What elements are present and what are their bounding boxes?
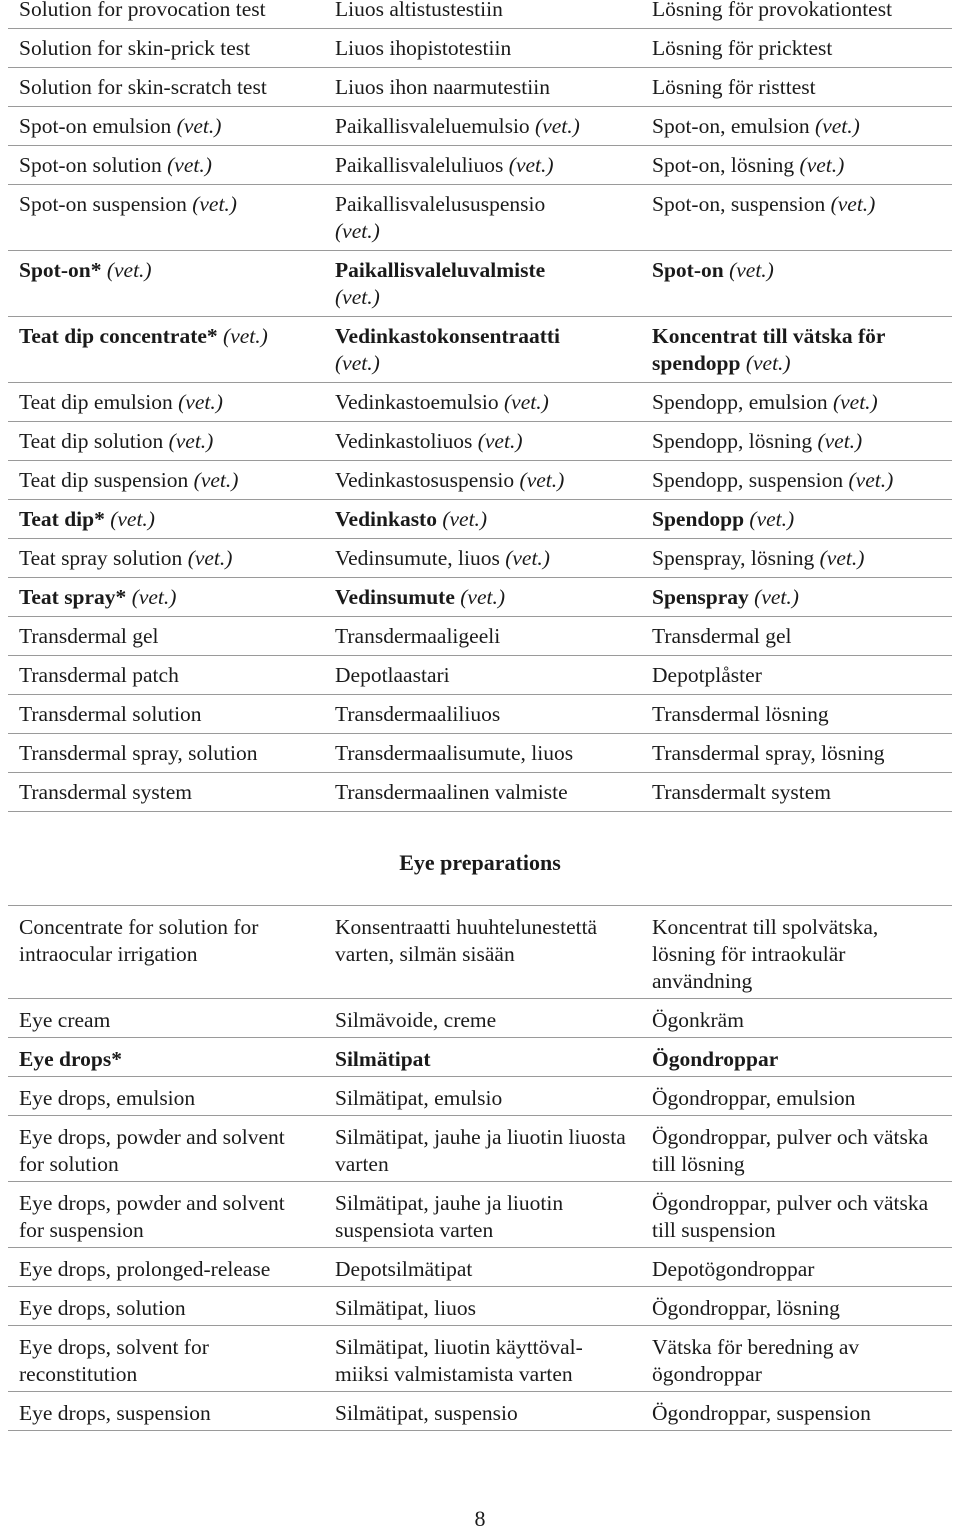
term-en-text: Eye drops, solvent for reconstitution bbox=[19, 1335, 209, 1386]
term-sv bbox=[641, 578, 952, 617]
term-en-text: Solution for skin-scratch test bbox=[19, 75, 267, 99]
term-en bbox=[8, 68, 324, 107]
term-en bbox=[8, 578, 324, 617]
term-en-text: Teat dip* bbox=[19, 507, 105, 531]
vet-marker: (vet.) bbox=[843, 468, 894, 492]
term-sv-text: Ögondroppar, suspension bbox=[652, 1401, 871, 1425]
terms-table-eye bbox=[8, 905, 952, 1431]
term-sv-text: Spot-on, lösning bbox=[652, 153, 795, 177]
vet-marker: (vet.) bbox=[740, 351, 791, 375]
term-fi-text: Silmätipat, suspensio bbox=[335, 1401, 518, 1425]
term-en bbox=[8, 1116, 324, 1182]
vet-marker: (vet.) bbox=[436, 507, 488, 531]
term-sv bbox=[641, 461, 952, 500]
term-fi bbox=[324, 906, 641, 999]
term-fi bbox=[324, 383, 641, 422]
term-sv-text: Depotögondroppar bbox=[652, 1257, 815, 1281]
vet-marker: (vet.) bbox=[182, 546, 233, 570]
term-sv bbox=[641, 539, 952, 578]
term-fi bbox=[324, 500, 641, 539]
term-sv-text: Ögondroppar, pulver och vätska till lösning bbox=[652, 1125, 929, 1176]
term-fi-text: Paikallisvaleluliuos bbox=[335, 153, 504, 177]
term-sv bbox=[641, 695, 952, 734]
term-fi bbox=[324, 1287, 641, 1326]
term-sv bbox=[641, 500, 952, 539]
term-sv bbox=[641, 1392, 952, 1431]
term-fi-text: Paikallisvaleluvalmiste bbox=[335, 258, 546, 282]
term-fi bbox=[324, 1248, 641, 1287]
vet-marker: (vet.) bbox=[172, 390, 223, 414]
term-en bbox=[8, 617, 324, 656]
term-en bbox=[8, 146, 324, 185]
term-sv bbox=[641, 0, 952, 29]
term-en bbox=[8, 1392, 324, 1431]
term-en-text: Spot-on solution bbox=[19, 153, 162, 177]
term-sv-text: Koncentrat till vätska för spendopp bbox=[652, 324, 886, 375]
term-en bbox=[8, 1038, 324, 1077]
page-number: 8 bbox=[474, 1506, 486, 1531]
term-row bbox=[8, 68, 952, 107]
term-en bbox=[8, 734, 324, 773]
vet-marker: (vet.) bbox=[825, 192, 876, 216]
term-sv-text: Spendopp, suspension bbox=[652, 468, 844, 492]
term-fi bbox=[324, 317, 641, 383]
term-sv bbox=[641, 906, 952, 999]
term-row bbox=[8, 461, 952, 500]
vet-marker: (vet.) bbox=[454, 585, 506, 609]
term-row bbox=[8, 0, 952, 29]
term-fi-text: Silmätipat, jauhe ja liuotin suspensiota varten bbox=[335, 1191, 564, 1242]
term-sv bbox=[641, 1116, 952, 1182]
vet-marker: (vet.) bbox=[188, 468, 239, 492]
term-sv bbox=[641, 1326, 952, 1392]
term-fi-text: Silmätipat, liuotin käyttöval-miiksi valmistamista varten bbox=[335, 1335, 583, 1386]
term-en-text: Eye drops, prolonged-release bbox=[19, 1257, 271, 1281]
term-sv-text: Ögondroppar, lösning bbox=[652, 1296, 840, 1320]
term-row bbox=[8, 500, 952, 539]
term-fi bbox=[324, 1326, 641, 1392]
term-en bbox=[8, 317, 324, 383]
vet-marker: (vet.) bbox=[748, 585, 799, 609]
term-sv-text: Spot-on, emulsion bbox=[652, 114, 810, 138]
term-en bbox=[8, 1077, 324, 1116]
term-en bbox=[8, 695, 324, 734]
term-en bbox=[8, 1248, 324, 1287]
term-fi bbox=[324, 539, 641, 578]
term-fi-text: Transdermaalisumute, liuos bbox=[335, 741, 574, 765]
term-fi bbox=[324, 773, 641, 812]
term-row bbox=[8, 695, 952, 734]
term-row bbox=[8, 617, 952, 656]
vet-marker: (vet.) bbox=[503, 153, 554, 177]
vet-marker: (vet.) bbox=[472, 429, 523, 453]
terms-table-top-body bbox=[8, 0, 952, 812]
vet-marker: (vet.) bbox=[161, 153, 212, 177]
term-fi-text: Silmätipat, emulsio bbox=[335, 1086, 503, 1110]
term-en bbox=[8, 539, 324, 578]
term-en-text: Spot-on emulsion bbox=[19, 114, 172, 138]
term-fi-text: Transdermaaliliuos bbox=[335, 702, 501, 726]
term-fi-text: Transdermaalinen valmiste bbox=[335, 780, 568, 804]
term-fi-text: Vedinsumute bbox=[335, 585, 455, 609]
term-fi bbox=[324, 107, 641, 146]
term-row bbox=[8, 999, 952, 1038]
term-sv-text: Lösning för pricktest bbox=[652, 36, 833, 60]
term-en bbox=[8, 656, 324, 695]
term-en-text: Eye drops, suspension bbox=[19, 1401, 211, 1425]
term-fi bbox=[324, 734, 641, 773]
vet-marker: (vet.) bbox=[498, 390, 549, 414]
term-fi bbox=[324, 1182, 641, 1248]
term-row bbox=[8, 422, 952, 461]
term-en bbox=[8, 0, 324, 29]
term-sv-text: Transdermal lösning bbox=[652, 702, 829, 726]
term-row bbox=[8, 1038, 952, 1077]
term-fi-text: Transdermaaligeeli bbox=[335, 624, 501, 648]
vet-marker: (vet.) bbox=[335, 219, 380, 243]
vet-marker: (vet.) bbox=[101, 258, 152, 282]
term-en-text: Eye drops* bbox=[19, 1047, 122, 1071]
term-row bbox=[8, 1326, 952, 1392]
term-en-text: Spot-on suspension bbox=[19, 192, 187, 216]
term-fi-text: Depotsilmätipat bbox=[335, 1257, 473, 1281]
term-en-text: Eye drops, solution bbox=[19, 1296, 186, 1320]
term-fi bbox=[324, 0, 641, 29]
term-fi bbox=[324, 656, 641, 695]
term-sv-text: Ögondroppar, emulsion bbox=[652, 1086, 856, 1110]
term-sv-text: Spenspray, lösning bbox=[652, 546, 815, 570]
term-fi bbox=[324, 68, 641, 107]
term-row bbox=[8, 773, 952, 812]
term-fi bbox=[324, 1077, 641, 1116]
term-sv bbox=[641, 146, 952, 185]
term-fi-text: Vedinsumute, liuos bbox=[335, 546, 500, 570]
vet-marker: (vet.) bbox=[186, 192, 237, 216]
term-fi-text: Paikallisvaleluemulsio bbox=[335, 114, 530, 138]
term-fi-text: Silmätipat, jauhe ja liuotin liuosta varten bbox=[335, 1125, 626, 1176]
term-en bbox=[8, 251, 324, 317]
term-fi bbox=[324, 695, 641, 734]
term-sv-text: Spenspray bbox=[652, 585, 749, 609]
term-en bbox=[8, 773, 324, 812]
term-en-text: Teat dip solution bbox=[19, 429, 164, 453]
vet-marker: (vet.) bbox=[812, 429, 863, 453]
vet-marker: (vet.) bbox=[794, 153, 845, 177]
term-fi-text: Vedinkastosuspensio bbox=[335, 468, 515, 492]
term-fi bbox=[324, 1392, 641, 1431]
term-en bbox=[8, 999, 324, 1038]
term-fi-text: Liuos altistustestiin bbox=[335, 0, 503, 21]
terms-table-eye-body bbox=[8, 906, 952, 1431]
term-en bbox=[8, 1326, 324, 1392]
vet-marker: (vet.) bbox=[163, 429, 214, 453]
term-fi-text: Liuos ihopistotestiin bbox=[335, 36, 512, 60]
term-row bbox=[8, 1077, 952, 1116]
term-row bbox=[8, 1287, 952, 1326]
term-fi-text: Silmätipat bbox=[335, 1047, 431, 1071]
term-sv bbox=[641, 317, 952, 383]
term-row bbox=[8, 906, 952, 999]
term-en bbox=[8, 461, 324, 500]
term-row bbox=[8, 1248, 952, 1287]
term-fi bbox=[324, 617, 641, 656]
vet-marker: (vet.) bbox=[814, 546, 865, 570]
term-en-text: Eye drops, powder and solvent for solution bbox=[19, 1125, 285, 1176]
term-fi bbox=[324, 146, 641, 185]
vet-marker: (vet.) bbox=[744, 507, 795, 531]
term-en bbox=[8, 422, 324, 461]
term-sv bbox=[641, 422, 952, 461]
vet-marker: (vet.) bbox=[499, 546, 550, 570]
term-en-text: Transdermal spray, solution bbox=[19, 741, 258, 765]
vet-marker: (vet.) bbox=[126, 585, 177, 609]
vet-marker: (vet.) bbox=[809, 114, 860, 138]
term-en bbox=[8, 185, 324, 251]
term-row bbox=[8, 317, 952, 383]
vet-marker: (vet.) bbox=[723, 258, 774, 282]
term-sv bbox=[641, 1038, 952, 1077]
term-row bbox=[8, 185, 952, 251]
term-en-text: Teat dip concentrate* bbox=[19, 324, 218, 348]
term-sv bbox=[641, 656, 952, 695]
section-title: Eye preparations bbox=[399, 850, 561, 875]
term-fi bbox=[324, 422, 641, 461]
term-fi-text: Vedinkasto bbox=[335, 507, 437, 531]
term-row bbox=[8, 251, 952, 317]
term-row bbox=[8, 734, 952, 773]
term-sv bbox=[641, 1077, 952, 1116]
term-en-text: Eye cream bbox=[19, 1008, 111, 1032]
term-sv-text: Spot-on, suspension bbox=[652, 192, 826, 216]
term-fi bbox=[324, 251, 641, 317]
term-en-text: Teat dip suspension bbox=[19, 468, 189, 492]
term-sv bbox=[641, 617, 952, 656]
term-sv-text: Depotplåster bbox=[652, 663, 762, 687]
term-en-text: Transdermal system bbox=[19, 780, 192, 804]
term-sv bbox=[641, 29, 952, 68]
term-row bbox=[8, 146, 952, 185]
term-sv-text: Spot-on bbox=[652, 258, 724, 282]
term-sv-text: Spendopp, emulsion bbox=[652, 390, 828, 414]
term-row bbox=[8, 656, 952, 695]
term-fi bbox=[324, 185, 641, 251]
vet-marker: (vet.) bbox=[217, 324, 268, 348]
term-en-text: Solution for provocation test bbox=[19, 0, 266, 21]
term-en-text: Eye drops, powder and solvent for suspension bbox=[19, 1191, 285, 1242]
term-sv bbox=[641, 1287, 952, 1326]
term-sv-text: Vätska för beredning av ögondroppar bbox=[652, 1335, 860, 1386]
vet-marker: (vet.) bbox=[104, 507, 155, 531]
term-en-text: Transdermal patch bbox=[19, 663, 179, 687]
term-fi-text: Vedinkastoemulsio bbox=[335, 390, 499, 414]
term-sv bbox=[641, 251, 952, 317]
term-en-text: Teat spray solution bbox=[19, 546, 183, 570]
term-sv-text: Lösning för risttest bbox=[652, 75, 816, 99]
term-en-text: Teat spray* bbox=[19, 585, 127, 609]
term-fi bbox=[324, 1116, 641, 1182]
term-sv-text: Transdermal gel bbox=[652, 624, 792, 648]
term-row bbox=[8, 383, 952, 422]
term-en bbox=[8, 906, 324, 999]
term-fi-text: Vedinkastoliuos bbox=[335, 429, 473, 453]
term-en-text: Eye drops, emulsion bbox=[19, 1086, 196, 1110]
term-sv-text: Ögonkräm bbox=[652, 1008, 744, 1032]
term-sv bbox=[641, 999, 952, 1038]
term-fi-text: Depotlaastari bbox=[335, 663, 450, 687]
vet-marker: (vet.) bbox=[529, 114, 580, 138]
vet-marker: (vet.) bbox=[171, 114, 222, 138]
term-fi bbox=[324, 461, 641, 500]
term-sv bbox=[641, 383, 952, 422]
term-en bbox=[8, 107, 324, 146]
term-fi-text: Paikallisvalelususpensio bbox=[335, 192, 546, 216]
terms-table-top bbox=[8, 0, 952, 812]
vet-marker: (vet.) bbox=[514, 468, 565, 492]
term-en-text: Transdermal gel bbox=[19, 624, 159, 648]
term-en-text: Solution for skin-prick test bbox=[19, 36, 251, 60]
term-sv-text: Koncentrat till spolvätska, lösning för intraokulär användning bbox=[652, 915, 879, 993]
term-en-text: Spot-on* bbox=[19, 258, 102, 282]
term-sv bbox=[641, 773, 952, 812]
term-row bbox=[8, 1182, 952, 1248]
term-en bbox=[8, 1182, 324, 1248]
term-row bbox=[8, 539, 952, 578]
term-fi-text: Silmätipat, liuos bbox=[335, 1296, 476, 1320]
term-row bbox=[8, 29, 952, 68]
term-fi bbox=[324, 578, 641, 617]
term-en bbox=[8, 29, 324, 68]
term-en bbox=[8, 1287, 324, 1326]
term-row bbox=[8, 1392, 952, 1431]
term-row bbox=[8, 1116, 952, 1182]
term-sv-text: Transdermalt system bbox=[652, 780, 831, 804]
term-fi bbox=[324, 29, 641, 68]
term-sv bbox=[641, 107, 952, 146]
term-en-text: Transdermal solution bbox=[19, 702, 202, 726]
term-fi-text: Liuos ihon naarmutestiin bbox=[335, 75, 550, 99]
term-sv-text: Spendopp bbox=[652, 507, 745, 531]
term-en-text: Teat dip emulsion bbox=[19, 390, 173, 414]
term-fi bbox=[324, 1038, 641, 1077]
term-sv bbox=[641, 185, 952, 251]
term-sv bbox=[641, 68, 952, 107]
term-en-text: Concentrate for solution for intraocular irrigation bbox=[19, 915, 259, 966]
vet-marker: (vet.) bbox=[335, 351, 380, 375]
term-sv-text: Ögondroppar bbox=[652, 1047, 779, 1071]
term-fi-text: Konsentraatti huuhtelunestettä varten, silmän sisään bbox=[335, 915, 598, 966]
term-en bbox=[8, 383, 324, 422]
vet-marker: (vet.) bbox=[335, 285, 380, 309]
term-sv-text: Ögondroppar, pulver och vätska till suspension bbox=[652, 1191, 929, 1242]
term-sv bbox=[641, 1182, 952, 1248]
vet-marker: (vet.) bbox=[827, 390, 878, 414]
term-row bbox=[8, 107, 952, 146]
term-fi-text: Vedinkastokonsentraatti bbox=[335, 324, 560, 348]
term-sv bbox=[641, 734, 952, 773]
term-fi-text: Silmävoide, creme bbox=[335, 1008, 497, 1032]
term-fi bbox=[324, 999, 641, 1038]
term-en bbox=[8, 500, 324, 539]
term-sv bbox=[641, 1248, 952, 1287]
term-sv-text: Transdermal spray, lösning bbox=[652, 741, 885, 765]
term-sv-text: Spendopp, lösning bbox=[652, 429, 813, 453]
term-row bbox=[8, 578, 952, 617]
term-sv-text: Lösning för provokationtest bbox=[652, 0, 893, 21]
